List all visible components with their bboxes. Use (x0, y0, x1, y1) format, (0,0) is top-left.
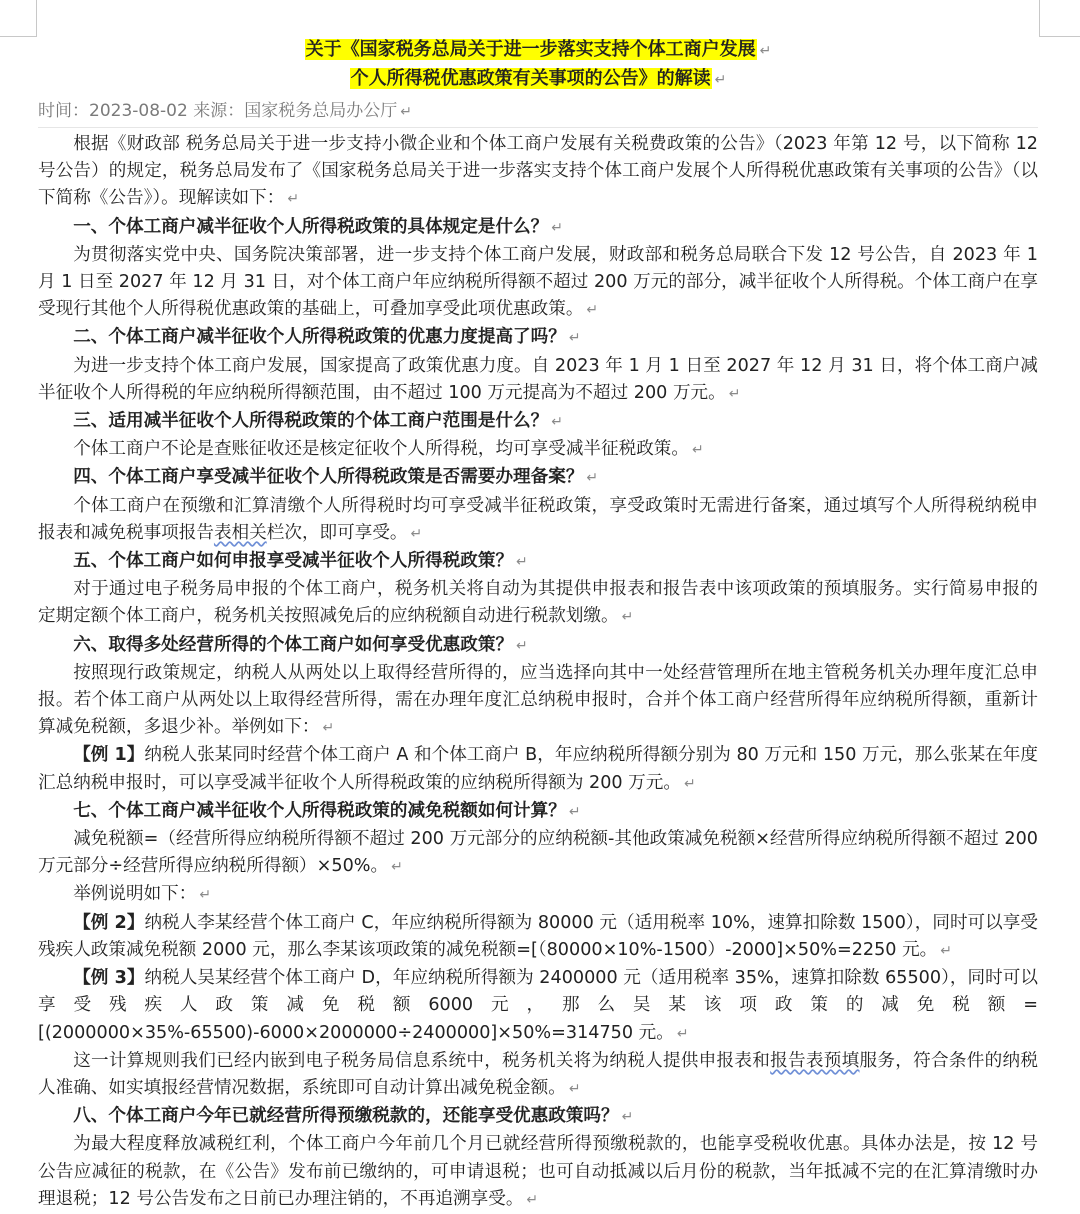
paragraph-mark-icon: ↵ (568, 803, 581, 820)
page-corner-top-right (1039, 0, 1080, 37)
example-intro-text: 举例说明如下： (73, 884, 197, 905)
publish-meta-text: 时间：2023-08-02 来源：国家税务总局办公厅 (38, 101, 398, 121)
example-intro-paragraph (38, 881, 1038, 909)
paragraph-mark-icon: ↵ (683, 775, 696, 792)
paragraph-mark-icon: ↵ (586, 470, 599, 487)
question-4-heading (38, 464, 1038, 492)
paragraph-mark-icon: ↵ (940, 942, 953, 959)
answer-1-text: 为贯彻落实党中央、国务院决策部署，进一步支持个体工商户发展，财政部和税务总局联合下发 12 号公告，自 2023 年 1 月 1 日至 2027 年 12 月 31 日，对个体工商户年应纳税所得额不超过 200 万元的部分，减半征收个人所得税。个体工商户在享受现行其他个人所得税优惠政策的基础上，可叠加享受此项优惠政策。 (38, 244, 1038, 320)
paragraph-mark-icon: ↵ (410, 525, 423, 542)
answer-3-paragraph (38, 436, 1038, 464)
answer-6-paragraph (38, 660, 1038, 743)
paragraph-mark-icon: ↵ (714, 72, 727, 88)
example-3-paragraph (38, 965, 1038, 1048)
example-2-paragraph (38, 910, 1038, 965)
spellcheck-flagged-text: 报告表预填 (770, 1050, 860, 1071)
intro-paragraph (38, 131, 1038, 214)
answer-4-text-end: 栏次，即可享受。 (266, 522, 408, 543)
system-note-text-start: 这一计算规则我们已经内嵌到电子税务局信息系统中，税务机关将为纳税人提供申报表和 (73, 1050, 771, 1071)
paragraph-mark-icon: ↵ (691, 442, 704, 459)
question-5-heading (38, 548, 1038, 576)
formula-paragraph (38, 826, 1038, 881)
paragraph-mark-icon: ↵ (551, 219, 563, 236)
example-2-label: 【例 2】 (73, 912, 145, 933)
answer-3-text: 个体工商户不论是查账征收还是核定征收个人所得税，均可享受减半征税政策。 (73, 439, 689, 460)
paragraph-mark-icon: ↵ (391, 859, 403, 876)
spellcheck-flagged-text: 表相关 (213, 522, 267, 543)
paragraph-mark-icon: ↵ (516, 637, 528, 654)
example-2-text: 纳税人李某经营个体工商户 C，年应纳税所得额为 80000 元（适用税率 10%，速算扣除数 1500），同时可以享受残疾人政策减免税额 2000 元，那么李某该项政策的减免税额=[（80000×10%-1500）-2000]×50%=2250 元。 (38, 912, 1038, 960)
paragraph-mark-icon: ↵ (621, 1109, 634, 1126)
paragraph-mark-icon: ↵ (400, 104, 412, 120)
paragraph-mark-icon: ↵ (568, 1080, 581, 1097)
answer-6-text: 按照现行政策规定，纳税人从两处以上取得经营所得的，应当选择向其中一处经营管理所在地主管税务机关办理年度汇总申报。若个体工商户从两处以上取得经营所得，需在办理年度汇总纳税申报时，合并个体工商户经营所得年应纳税所得额，重新计算减免税额，多退少补。举例如下： (38, 662, 1038, 738)
question-2-heading (38, 324, 1038, 352)
question-2-text: 二、个体工商户减半征收个人所得税政策的优惠力度提高了吗？ (73, 327, 566, 348)
question-8-heading (38, 1103, 1038, 1131)
answer-8-text: 为最大程度释放减税红利，个体工商户今年前几个月已就经营所得预缴税款的，也能享受税收优惠。具体办法是，按 12 号公告应减征的税款，在《公告》发布前已缴纳的，可申请退税；也可自动抵减以后月份的税款，当年抵减不完的在汇算清缴时办理退税；12 号公告发布之日前已办理注销的，不再追溯享受。 (38, 1134, 1038, 1209)
example-1-paragraph (38, 742, 1038, 797)
document-page (38, 36, 1038, 1214)
answer-4-text-start: 个体工商户在预缴和汇算清缴个人所得税时均可享受减半征税政策，享受政策时无需进行备案，通过填写个人所得税纳税申报表和减免税事项报告 (38, 495, 1038, 543)
question-7-heading (38, 798, 1038, 826)
paragraph-mark-icon: ↵ (551, 414, 563, 431)
title-line-1: 关于《国家税务总局关于进一步落实支持个体工商户发展 (305, 39, 756, 60)
question-6-text: 六、取得多处经营所得的个体工商户如何享受优惠政策？ (73, 634, 514, 655)
system-note-text-end: 服务，符合条件的纳税人准确、如实填报经营情况数据，系统即可自动计算出减免税金额。 (38, 1050, 1038, 1098)
paragraph-mark-icon: ↵ (568, 330, 581, 347)
intro-text: 根据《财政部 税务总局关于进一步支持小微企业和个体工商户发展有关税费政策的公告》（2023 年第 12 号，以下简称 12 号公告）的规定，税务总局发布了《国家税务总局关于进一步落实支持个体工商户发展个人所得税优惠政策有关事项的公告》（以下简称《公告》）。现解读如下： (38, 134, 1038, 209)
example-1-text: 纳税人张某同时经营个体工商户 A 和个体工商户 B，年应纳税所得额分别为 80 万元和 150 万元，那么张某在年度汇总纳税申报时，可以享受减半征收个人所得税政策的应纳税所得额为 200 万元。 (38, 745, 1038, 793)
question-3-text: 三、适用减半征收个人所得税政策的个体工商户范围是什么？ (73, 411, 549, 432)
system-note-paragraph (38, 1048, 1038, 1103)
question-4-text: 四、个体工商户享受减半征收个人所得税政策是否需要办理备案？ (73, 467, 584, 488)
formula-text: 减免税额=（经营所得应纳税所得额不超过 200 万元部分的应纳税额-其他政策减免税额×经营所得应纳税所得额不超过 200 万元部分÷经营所得应纳税所得额）×50%。 (38, 829, 1038, 877)
title-line-2: 个人所得税优惠政策有关事项的公告》的解读 (350, 68, 711, 89)
example-1-label: 【例 1】 (73, 745, 145, 766)
paragraph-mark-icon: ↵ (728, 385, 741, 402)
answer-5-paragraph (38, 576, 1038, 631)
answer-4-paragraph (38, 493, 1038, 548)
answer-1-paragraph (38, 242, 1038, 325)
paragraph-mark-icon: ↵ (526, 1191, 539, 1208)
paragraph-mark-icon: ↵ (199, 887, 212, 904)
paragraph-mark-icon: ↵ (322, 720, 335, 737)
publish-meta (38, 98, 1038, 128)
page-corner-top-left (0, 0, 37, 37)
answer-5-text: 对于通过电子税务局申报的个体工商户，税务机关将自动为其提供申报表和报告表中该项政策的预填服务。实行简易申报的定期定额个体工商户，税务机关按照减免后的应纳税额自动进行税款划缴。 (38, 579, 1038, 627)
example-3-text: 纳税人吴某经营个体工商户 D，年应纳税所得额为 2400000 元（适用税率 35%，速算扣除数 65500），同时可以享受残疾人政策减免税额6000元，那么吴某该项政策的减免税额=[(2000000×35%-65500)-6000×2000000÷2400000]×50%=314750 元。 (38, 968, 1038, 1043)
question-8-text: 八、个体工商户今年已就经营所得预缴税款的，还能享受优惠政策吗？ (73, 1106, 619, 1127)
question-3-heading (38, 408, 1038, 436)
paragraph-mark-icon: ↵ (676, 1025, 689, 1042)
paragraph-mark-icon: ↵ (586, 302, 599, 319)
paragraph-mark-icon: ↵ (287, 191, 300, 208)
answer-8-paragraph (38, 1131, 1038, 1214)
question-7-text: 七、个体工商户减半征收个人所得税政策的减免税额如何计算？ (73, 800, 566, 821)
document-title (38, 36, 1038, 94)
question-1-heading (38, 214, 1038, 242)
paragraph-mark-icon: ↵ (621, 609, 634, 626)
question-6-heading (38, 632, 1038, 660)
document-body (38, 131, 1038, 1214)
example-3-label: 【例 3】 (73, 968, 145, 989)
answer-2-text: 为进一步支持个体工商户发展，国家提高了政策优惠力度。自 2023 年 1 月 1 日至 2027 年 12 月 31 日，将个体工商户减半征收个人所得税的年应纳税所得额范围，由不超过 100 万元提高为不超过 200 万元。 (38, 355, 1038, 403)
paragraph-mark-icon: ↵ (759, 43, 772, 59)
question-1-text: 一、个体工商户减半征收个人所得税政策的具体规定是什么？ (73, 216, 549, 237)
question-5-text: 五、个体工商户如何申报享受减半征收个人所得税政策？ (73, 551, 514, 572)
answer-2-paragraph (38, 353, 1038, 408)
paragraph-mark-icon: ↵ (516, 554, 528, 571)
